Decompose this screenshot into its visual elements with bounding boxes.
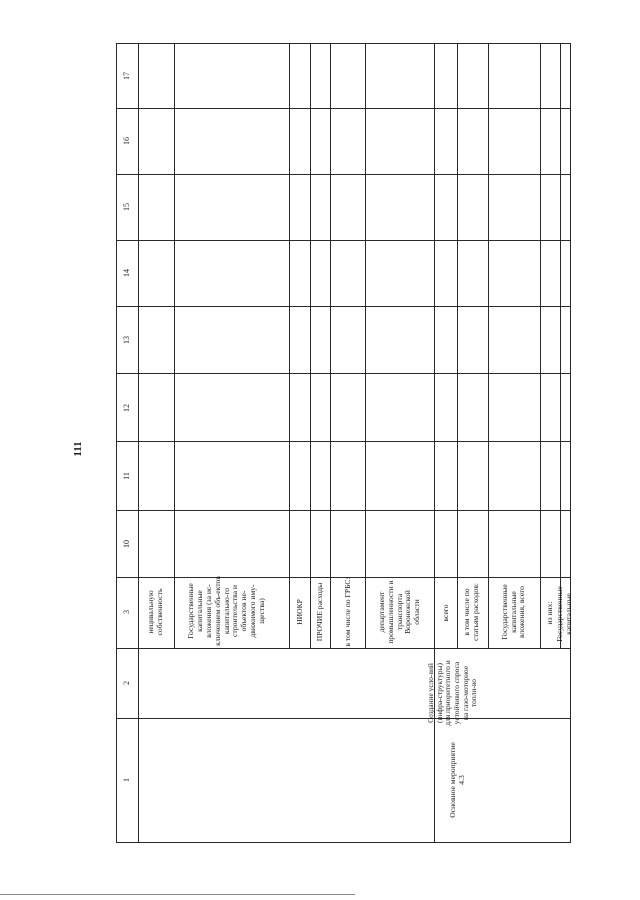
row-sep-9 xyxy=(560,43,561,648)
header-col-15: 15 xyxy=(122,203,132,211)
row-label-total: всего xyxy=(440,604,450,622)
row-label-department: департамент промышленности и транспорта Воронежской области xyxy=(376,580,422,644)
table-border-top xyxy=(116,43,570,44)
header-col-14: 14 xyxy=(122,269,132,277)
row-label-property: нецивальную собственность xyxy=(146,588,164,636)
row-sep-3 xyxy=(310,43,311,648)
row-sep-2 xyxy=(289,43,290,648)
footer-line xyxy=(0,894,355,895)
row-label-by-expense-items: в том числе по статьям расходов: xyxy=(462,583,480,641)
col-3-separator xyxy=(116,510,570,511)
event-name: Создание усло-вий (инфра-структуры) для приоритетного и устойчивого спроса на газо-моторное топли-во xyxy=(425,660,479,726)
row-label-capital-total: Государственные капитальные вложения, всего xyxy=(499,584,527,640)
row-label-capital-investments: Государственные капитальные вложения (за ис-ключением объ-ектов капитально-го строительства и объектов не-движимого иму-щества) xyxy=(185,576,267,646)
col-11-separator xyxy=(116,373,570,374)
header-col-17: 17 xyxy=(122,72,132,80)
col-1-2-separator xyxy=(116,718,570,719)
event-code: Основное мероприятие 4.3 xyxy=(448,742,466,818)
row-label-capital-last: Государственные капитальные xyxy=(555,586,573,642)
col-14-separator xyxy=(116,174,570,175)
header-col-10: 10 xyxy=(122,540,132,548)
header-col-16: 16 xyxy=(122,137,132,145)
col-10-separator xyxy=(116,441,570,442)
row-label-of-which: из них: xyxy=(544,601,554,625)
page-number: 111 xyxy=(72,441,84,457)
table-border-bottom xyxy=(116,842,570,843)
header-row-separator xyxy=(138,43,139,843)
row-sep-8 xyxy=(540,43,541,648)
row-sep-6 xyxy=(457,43,458,648)
row-sep-1 xyxy=(174,43,175,648)
col-12-separator xyxy=(116,306,570,307)
col-2-3-separator xyxy=(116,648,570,649)
header-col-2: 2 xyxy=(122,681,132,685)
row-sep-7 xyxy=(488,43,489,648)
row-label-other-expenses: ПРОЧИЕ расходы xyxy=(314,582,324,642)
row-label-niokr: НИОКР xyxy=(294,599,304,625)
header-col-3: 3 xyxy=(122,610,132,614)
header-col-11: 11 xyxy=(122,472,132,480)
table-border-right xyxy=(570,43,571,843)
col-13-separator xyxy=(116,240,570,241)
row-sep-4 xyxy=(330,43,331,648)
header-col-1: 1 xyxy=(122,778,132,782)
row-sep-5 xyxy=(365,43,366,648)
header-col-13: 13 xyxy=(122,336,132,344)
row-label-by-grbs: в том числе по ГРБС: xyxy=(342,577,352,647)
header-col-12: 12 xyxy=(122,404,132,412)
col-15-separator xyxy=(116,108,570,109)
